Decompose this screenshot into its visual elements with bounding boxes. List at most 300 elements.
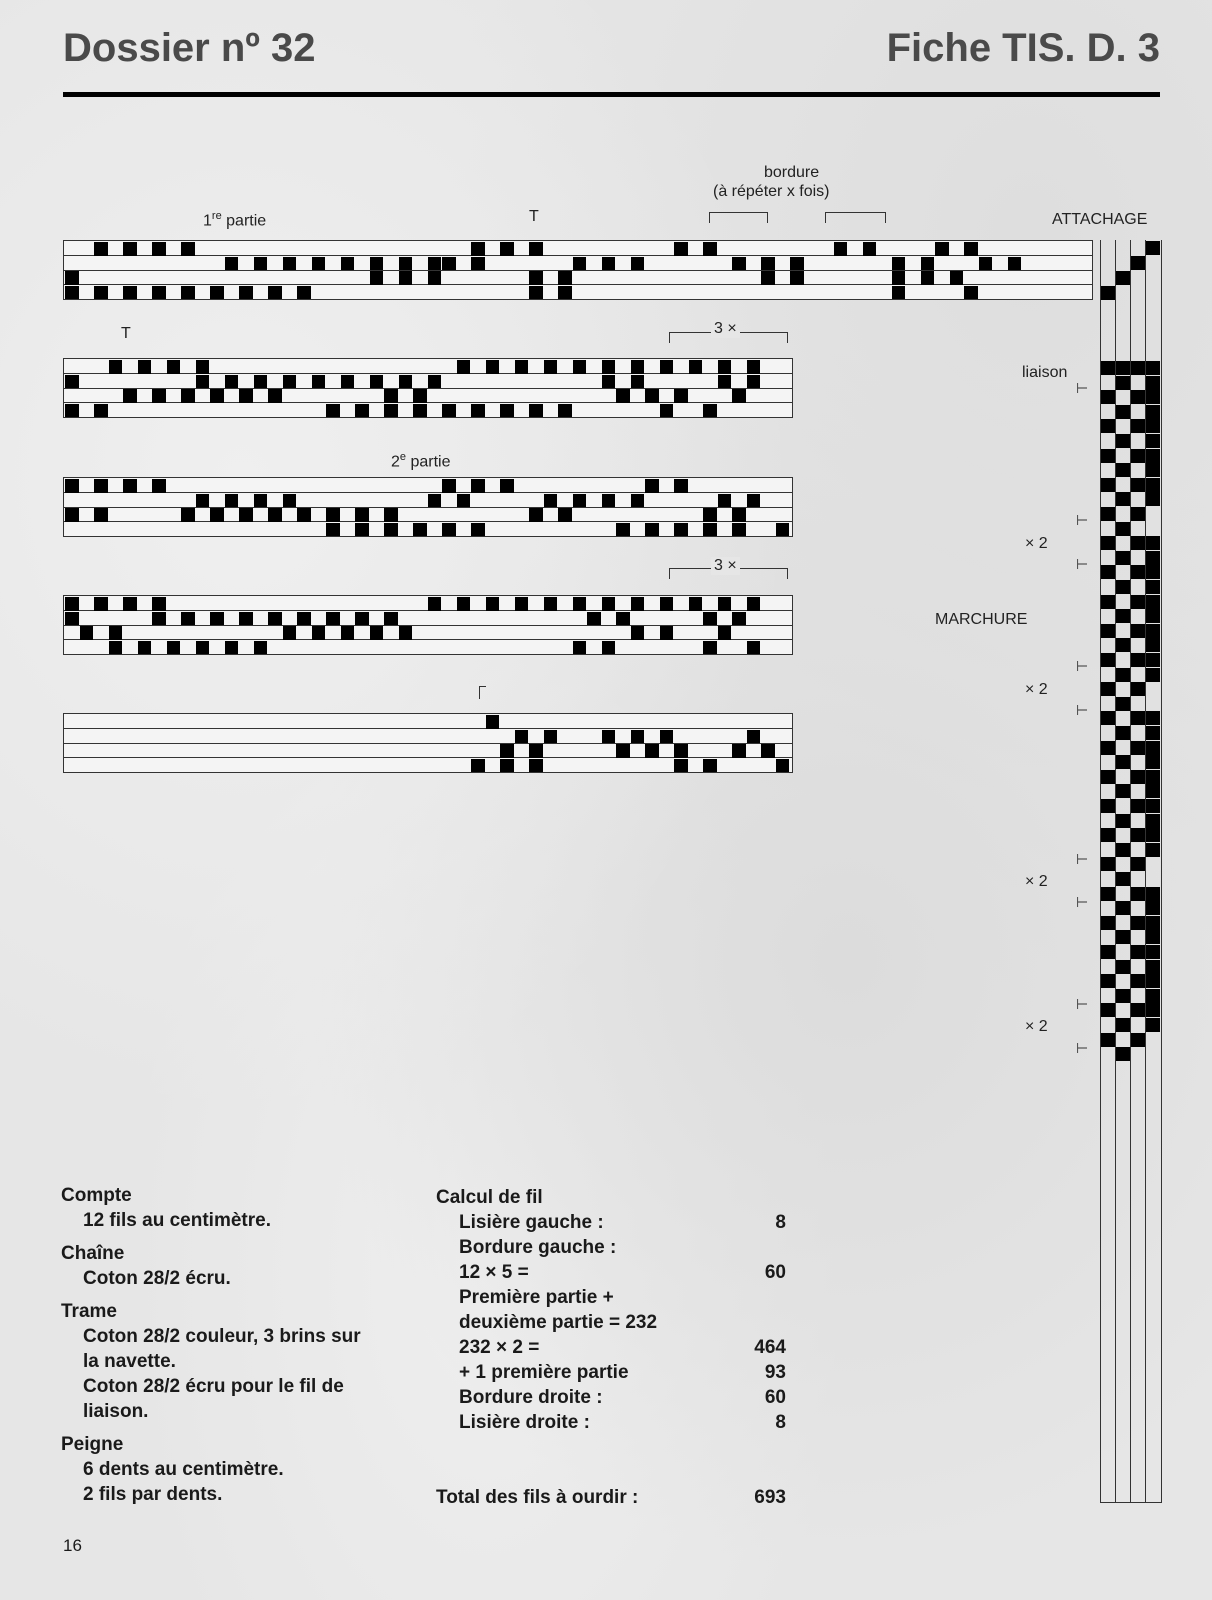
treadling-cell (1101, 536, 1115, 550)
draft-cell (428, 494, 442, 508)
draft-cell (442, 257, 456, 271)
draft-cell (486, 360, 500, 374)
draft-cell (486, 597, 500, 611)
draft-cell (892, 257, 906, 271)
calcul-row (436, 1360, 786, 1385)
draft-cell (631, 375, 645, 389)
draft-cell (428, 597, 442, 611)
draft-cell (573, 494, 587, 508)
treadling-cell (1101, 770, 1115, 784)
treadling-cell (1146, 653, 1160, 667)
calcul-row-value: 93 (764, 1362, 786, 1383)
treadling-cell (1131, 536, 1145, 550)
draft-cell (297, 508, 311, 522)
draft-cell (225, 257, 239, 271)
treadling-cell (1101, 945, 1115, 959)
draft-cell (283, 257, 297, 271)
draft-cell (196, 360, 210, 374)
draft-cell (123, 242, 137, 256)
calcul-row-value: 464 (754, 1337, 786, 1358)
treadling-cell (1101, 361, 1115, 375)
treadling-cell (1131, 1033, 1145, 1047)
treadling-cell (1146, 580, 1160, 594)
calcul-row-value: 60 (764, 1262, 786, 1283)
draft-cell (370, 626, 384, 640)
draft-cell (152, 286, 166, 300)
draft-cell (674, 744, 688, 758)
draft-cell (196, 375, 210, 389)
draft-cell (471, 242, 485, 256)
calcul-row-label: 12 × 5 = (459, 1262, 529, 1283)
draft-cell (544, 360, 558, 374)
treadling-cell (1101, 857, 1115, 871)
treadling-cell (1131, 565, 1145, 579)
liaison-label: liaison (1022, 364, 1068, 381)
draft-cell (747, 641, 761, 655)
draft-cell (892, 286, 906, 300)
draft-cell (254, 641, 268, 655)
treadling-cell (1146, 434, 1160, 448)
draft-cell (892, 271, 906, 285)
treadling-cell (1146, 638, 1160, 652)
draft-cell (326, 508, 340, 522)
treadling-cell (1146, 1003, 1160, 1017)
attachage-label: ATTACHAGE (1052, 211, 1148, 228)
chaine-text: Coton 28/2 écru. (83, 1268, 231, 1289)
draft-cell (486, 715, 500, 729)
treadling-cell (1131, 478, 1145, 492)
draft-cell (181, 508, 195, 522)
draft-cell (210, 389, 224, 403)
draft-cell (703, 641, 717, 655)
calcul-row-label: 232 × 2 = (459, 1337, 540, 1358)
page-number: 16 (63, 1536, 82, 1555)
draft-cell (355, 508, 369, 522)
treadling-cell (1146, 463, 1160, 477)
calcul-row-value: 8 (775, 1212, 786, 1233)
calcul-de-fil (436, 1185, 786, 1510)
calcul-row (436, 1260, 786, 1285)
treadling-cell (1101, 653, 1115, 667)
t-marker-1: T (529, 208, 539, 225)
treadling-cell (1116, 755, 1130, 769)
draft-cell (65, 597, 79, 611)
dossier-title: Dossier nº 32 (63, 26, 316, 70)
treadling-cell (1146, 361, 1160, 375)
draft-cell (761, 744, 775, 758)
draft-cell (515, 360, 529, 374)
draft-cell (500, 759, 514, 773)
treadling-cell (1131, 945, 1145, 959)
draft-cell (602, 494, 616, 508)
treadling-cell (1131, 682, 1145, 696)
draft-cell (602, 641, 616, 655)
draft-cell (109, 641, 123, 655)
draft-cell (152, 389, 166, 403)
draft-cell (312, 626, 326, 640)
treadling-cell (1146, 449, 1160, 463)
header-rule (63, 92, 1160, 97)
treadling-cell (1146, 930, 1160, 944)
draft-cell (283, 626, 297, 640)
draft-cell (297, 612, 311, 626)
threading-row-1 (63, 240, 1093, 300)
treadling-cell (1131, 624, 1145, 638)
draft-cell (529, 286, 543, 300)
repeat-x2-label-3: × 2 (1025, 873, 1048, 890)
draft-cell (167, 641, 181, 655)
draft-cell (239, 612, 253, 626)
draft-cell (471, 523, 485, 537)
draft-cell (65, 404, 79, 418)
draft-cell (413, 523, 427, 537)
draft-cell (689, 597, 703, 611)
tick-d1: ⊢ (1076, 996, 1089, 1012)
draft-cell (442, 523, 456, 537)
treadling-cell (1146, 916, 1160, 930)
treadling-cell (1116, 463, 1130, 477)
draft-cell (718, 375, 732, 389)
draft-cell (428, 271, 442, 285)
draft-cell (558, 271, 572, 285)
draft-cell (341, 626, 355, 640)
draft-cell (384, 389, 398, 403)
threading-row-5 (63, 713, 793, 773)
draft-cell (1008, 257, 1022, 271)
draft-cell (152, 242, 166, 256)
draft-cell (326, 523, 340, 537)
treadling-cell (1131, 857, 1145, 871)
draft-cell (210, 612, 224, 626)
draft-cell (558, 404, 572, 418)
draft-cell (616, 744, 630, 758)
treadling-cell (1131, 507, 1145, 521)
treadling-cell (1131, 974, 1145, 988)
repeat-x2-label-1: × 2 (1025, 535, 1048, 552)
draft-cell (268, 508, 282, 522)
draft-cell (747, 730, 761, 744)
trame-text-4: liaison. (83, 1401, 149, 1422)
treadling-cell (1146, 478, 1160, 492)
draft-cell (341, 375, 355, 389)
draft-cell (152, 597, 166, 611)
treadling-cell (1146, 405, 1160, 419)
treadling-cell (1116, 1047, 1130, 1061)
treadling-cell (1131, 1003, 1145, 1017)
draft-cell (718, 626, 732, 640)
calcul-row-label: + 1 première partie (459, 1362, 629, 1383)
treadling-cell (1131, 770, 1145, 784)
draft-cell (384, 523, 398, 537)
draft-cell (732, 257, 746, 271)
draft-cell (181, 389, 195, 403)
draft-cell (80, 626, 94, 640)
draft-cell (950, 271, 964, 285)
chaine-heading: Chaîne (61, 1243, 125, 1264)
repeat-3-label-2: 3 × (711, 557, 740, 575)
draft-cell (268, 286, 282, 300)
treadling-cell (1116, 1018, 1130, 1032)
calcul-row-label: Bordure gauche : (459, 1237, 617, 1258)
draft-cell (703, 759, 717, 773)
treadling-cell (1146, 595, 1160, 609)
draft-cell (529, 508, 543, 522)
treadling-cell (1101, 1003, 1115, 1017)
treadling-cell (1131, 595, 1145, 609)
draft-cell (674, 242, 688, 256)
draft-cell (413, 404, 427, 418)
draft-cell (776, 759, 790, 773)
draft-cell (703, 404, 717, 418)
draft-cell (631, 730, 645, 744)
treadling-cell (1146, 989, 1160, 1003)
treadling-cell (1116, 434, 1130, 448)
draft-cell (718, 494, 732, 508)
draft-cell (500, 242, 514, 256)
draft-cell (732, 389, 746, 403)
treadling-cell (1116, 638, 1130, 652)
compte-text: 12 fils au centimètre. (83, 1210, 271, 1231)
draft-cell (152, 612, 166, 626)
draft-cell (123, 286, 137, 300)
peigne-text-1: 6 dents au centimètre. (83, 1459, 284, 1480)
draft-cell (529, 242, 543, 256)
repeat-x2-label-4: × 2 (1025, 1018, 1048, 1035)
draft-cell (616, 389, 630, 403)
draft-cell (964, 242, 978, 256)
draft-cell (210, 508, 224, 522)
peigne-text-2: 2 fils par dents. (83, 1484, 223, 1505)
draft-cell (65, 508, 79, 522)
draft-cell (631, 360, 645, 374)
draft-cell (370, 271, 384, 285)
draft-cell (312, 375, 326, 389)
draft-cell (123, 597, 137, 611)
treadling-cell (1131, 711, 1145, 725)
treadling-cell (1101, 449, 1115, 463)
trame-heading: Trame (61, 1301, 117, 1322)
treadling-cell (1116, 492, 1130, 506)
draft-cell (529, 271, 543, 285)
draft-cell (370, 375, 384, 389)
treadling-cell (1131, 390, 1145, 404)
calcul-row-label: Lisière droite : (459, 1412, 590, 1433)
treadling-cell (1101, 478, 1115, 492)
calcul-row-label: Lisière gauche : (459, 1212, 604, 1233)
draft-cell (123, 479, 137, 493)
draft-cell (457, 360, 471, 374)
draft-cell (703, 523, 717, 537)
draft-cell (94, 242, 108, 256)
draft-cell (660, 626, 674, 640)
specs-left (61, 1183, 421, 1507)
draft-cell (312, 257, 326, 271)
treadling-cell (1116, 960, 1130, 974)
treadling-cell (1116, 668, 1130, 682)
draft-cell (152, 479, 166, 493)
draft-cell (515, 597, 529, 611)
draft-cell (631, 626, 645, 640)
fiche-title: Fiche TIS. D. 3 (886, 26, 1160, 70)
draft-cell (239, 286, 253, 300)
draft-cell (529, 404, 543, 418)
draft-cell (239, 508, 253, 522)
draft-cell (428, 257, 442, 271)
calcul-row-label: Première partie + (459, 1287, 614, 1308)
treadling-cell (1101, 390, 1115, 404)
tick-a2: ⊢ (1076, 556, 1089, 572)
draft-cell (660, 404, 674, 418)
calcul-heading: Calcul de fil (436, 1187, 543, 1208)
draft-cell (761, 271, 775, 285)
draft-cell (573, 641, 587, 655)
bordure-bracket-right (825, 212, 886, 223)
draft-cell (544, 494, 558, 508)
treadling-cell (1146, 668, 1160, 682)
calcul-row (436, 1410, 786, 1435)
treadling-cell (1131, 741, 1145, 755)
calcul-row-label: deuxième partie = 232 (459, 1312, 658, 1333)
treadling-cell (1146, 492, 1160, 506)
draft-cell (573, 257, 587, 271)
draft-cell (268, 389, 282, 403)
liaison-tick: ⊢ (1076, 380, 1089, 396)
draft-cell (457, 597, 471, 611)
treadling-cell (1146, 726, 1160, 740)
draft-cell (529, 744, 543, 758)
total-label: Total des fils à ourdir : (436, 1487, 639, 1508)
draft-cell (587, 612, 601, 626)
draft-cell (732, 612, 746, 626)
tick-b2: ⊢ (1076, 702, 1089, 718)
draft-cell (181, 242, 195, 256)
draft-cell (167, 360, 181, 374)
draft-cell (399, 626, 413, 640)
draft-cell (94, 286, 108, 300)
draft-cell (94, 508, 108, 522)
draft-cell (65, 271, 79, 285)
draft-cell (761, 257, 775, 271)
marchure-label: MARCHURE (935, 611, 1028, 628)
trame-text-1: Coton 28/2 couleur, 3 brins sur (83, 1326, 361, 1347)
draft-cell (283, 494, 297, 508)
draft-cell (138, 641, 152, 655)
draft-cell (703, 508, 717, 522)
calcul-row-label: Bordure droite : (459, 1387, 603, 1408)
treadling-cell (1146, 828, 1160, 842)
draft-cell (732, 744, 746, 758)
draft-cell (399, 271, 413, 285)
treadling-cell (1146, 624, 1160, 638)
draft-cell (674, 523, 688, 537)
calcul-row (436, 1210, 786, 1235)
draft-cell (500, 479, 514, 493)
draft-cell (138, 360, 152, 374)
treadling-cell (1146, 551, 1160, 565)
draft-cell (254, 257, 268, 271)
treadling-cell (1116, 930, 1130, 944)
calcul-row (436, 1335, 786, 1360)
draft-cell (558, 286, 572, 300)
treadling-cell (1116, 784, 1130, 798)
draft-cell (747, 360, 761, 374)
treadling-cell (1146, 887, 1160, 901)
draft-cell (210, 286, 224, 300)
calcul-row (436, 1235, 786, 1260)
calcul-row (436, 1310, 786, 1335)
treadling-cell (1116, 361, 1130, 375)
treadling-cell (1146, 376, 1160, 390)
draft-cell (268, 612, 282, 626)
draft-cell (500, 744, 514, 758)
draft-cell (283, 375, 297, 389)
treadling-cell (1131, 449, 1145, 463)
draft-cell (790, 257, 804, 271)
draft-cell (602, 597, 616, 611)
draft-cell (834, 242, 848, 256)
draft-cell (776, 523, 790, 537)
draft-cell (326, 404, 340, 418)
repeat-x2-label-2: × 2 (1025, 681, 1048, 698)
treadling-cell (1101, 507, 1115, 521)
treadling-cell (1146, 799, 1160, 813)
treadling-cell (1116, 405, 1130, 419)
treadling-cell (1116, 551, 1130, 565)
draft-cell (109, 626, 123, 640)
treadling-cell (1146, 770, 1160, 784)
treadling-cell (1146, 814, 1160, 828)
draft-cell (355, 404, 369, 418)
draft-cell (573, 597, 587, 611)
treadling-cell (1146, 755, 1160, 769)
draft-cell (544, 730, 558, 744)
draft-cell (602, 257, 616, 271)
treadling-cell (1131, 653, 1145, 667)
treadling-cell (1101, 682, 1115, 696)
draft-cell (674, 479, 688, 493)
draft-cell (674, 389, 688, 403)
treadling-cell (1146, 945, 1160, 959)
treadling-cell (1116, 726, 1130, 740)
draft-cell (790, 271, 804, 285)
draft-cell (718, 597, 732, 611)
bordure-bracket-left (709, 212, 768, 223)
draft-cell (544, 597, 558, 611)
draft-cell (123, 389, 137, 403)
calcul-row-value: 60 (764, 1387, 786, 1408)
treadling-cell (1131, 916, 1145, 930)
tick-c2: ⊢ (1076, 894, 1089, 910)
draft-cell (471, 759, 485, 773)
treadling-cell (1116, 872, 1130, 886)
draft-cell (500, 404, 514, 418)
draft-cell (196, 641, 210, 655)
draft-cell (225, 494, 239, 508)
draft-cell (631, 597, 645, 611)
tick-b1: ⊢ (1076, 658, 1089, 674)
treadling-cell (1116, 376, 1130, 390)
draft-cell (297, 286, 311, 300)
draft-cell (660, 730, 674, 744)
draft-cell (428, 375, 442, 389)
draft-cell (442, 479, 456, 493)
draft-cell (602, 730, 616, 744)
treadling-cell (1131, 361, 1145, 375)
threading-row-2 (63, 358, 793, 418)
draft-cell (399, 257, 413, 271)
draft-cell (413, 389, 427, 403)
treadling-cell (1101, 595, 1115, 609)
